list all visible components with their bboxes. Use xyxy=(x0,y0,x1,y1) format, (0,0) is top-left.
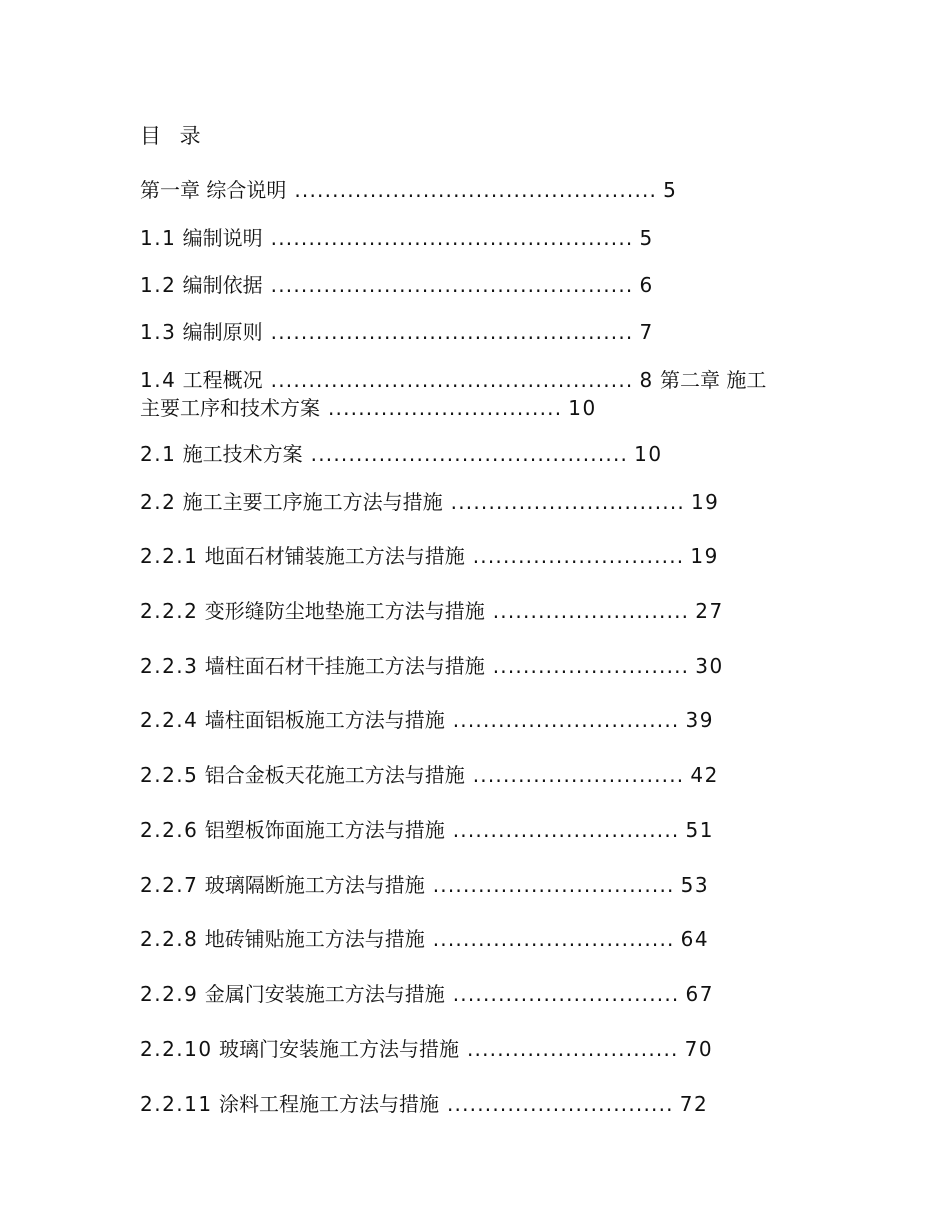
toc-page-number: 7 xyxy=(639,320,654,344)
toc-entry[interactable] xyxy=(140,706,714,734)
toc-chapter-label: 第二章 施工 xyxy=(660,368,767,392)
toc-entry-number: 1.2 xyxy=(140,273,177,297)
toc-leader-dots: .............................. xyxy=(452,818,680,842)
toc-page-number: 10 xyxy=(634,442,663,466)
toc-entry-number: 2.1 xyxy=(140,442,177,466)
toc-entry-number: 2.2.5 xyxy=(140,763,199,787)
toc-entry-label: 编制说明 xyxy=(182,226,263,250)
toc-page-number: 19 xyxy=(690,490,720,514)
toc-entry[interactable] xyxy=(140,652,724,680)
toc-page-number: 6 xyxy=(639,273,654,297)
toc-entry-number: 1.1 xyxy=(140,226,177,250)
toc-entry-number: 2.2.6 xyxy=(140,818,199,842)
toc-wrap-line-2 xyxy=(140,394,766,422)
toc-page-number: 8 xyxy=(639,368,654,392)
toc-leader-dots: ................................ xyxy=(432,873,675,897)
toc-leader-dots: ............................... xyxy=(450,490,685,514)
toc-entry-number: 2.2.11 xyxy=(140,1092,213,1116)
toc-leader-dots: .......................................... xyxy=(310,442,629,466)
toc-chapter-label-cont: 主要工序和技术方案 xyxy=(140,396,320,420)
toc-entry-label: 施工技术方案 xyxy=(182,442,303,466)
toc-page-number: 64 xyxy=(680,927,710,951)
toc-entry[interactable] xyxy=(140,271,654,299)
toc-entry-number: 2.2.3 xyxy=(140,654,199,678)
toc-page-number: 42 xyxy=(690,763,719,787)
toc-page-number: 67 xyxy=(685,982,714,1006)
toc-page-number: 19 xyxy=(690,544,719,568)
toc-entry-number: 2.2.2 xyxy=(140,599,199,623)
toc-entry-number: 1.4 xyxy=(140,368,177,392)
toc-entry-label: 涂料工程施工方法与措施 xyxy=(218,1092,439,1116)
toc-leader-dots: ............................ xyxy=(472,544,685,568)
toc-entry-number: 2.2.8 xyxy=(140,927,199,951)
toc-leader-dots: ................................................ xyxy=(270,320,634,344)
toc-entry-number: 2.2.4 xyxy=(140,708,199,732)
toc-entry-label: 金属门安装施工方法与措施 xyxy=(204,982,445,1006)
toc-entry[interactable] xyxy=(140,925,709,953)
toc-leader-dots: ............................ xyxy=(472,763,685,787)
toc-entry[interactable] xyxy=(140,1035,713,1063)
toc-entry-label: 编制原则 xyxy=(182,320,263,344)
toc-entry[interactable] xyxy=(140,761,719,789)
toc-leader-dots: .......................... xyxy=(492,599,690,623)
toc-entry[interactable] xyxy=(140,176,677,204)
toc-entry-label: 铝合金板天花施工方法与措施 xyxy=(204,763,465,787)
toc-page-number: 53 xyxy=(680,873,710,897)
toc-entry-wrapped[interactable] xyxy=(140,366,766,422)
toc-leader-dots: .............................. xyxy=(446,1092,674,1116)
toc-title: 目 录 xyxy=(140,124,207,148)
toc-leader-dots: .............................. xyxy=(452,708,680,732)
toc-entry-label: 地面石材铺装施工方法与措施 xyxy=(204,544,465,568)
toc-entry-label: 铝塑板饰面施工方法与措施 xyxy=(204,818,445,842)
toc-entry[interactable] xyxy=(140,1090,708,1118)
toc-entry-number: 2.2.1 xyxy=(140,544,199,568)
toc-entry-label: 墙柱面铝板施工方法与措施 xyxy=(204,708,445,732)
toc-entry[interactable] xyxy=(140,318,654,346)
toc-entry-number: 2.2.7 xyxy=(140,873,199,897)
toc-leader-dots: ................................................ xyxy=(294,178,658,202)
toc-entry-label: 第一章 综合说明 xyxy=(140,178,287,202)
toc-entry-label: 地砖铺贴施工方法与措施 xyxy=(204,927,425,951)
toc-entry-label: 施工主要工序施工方法与措施 xyxy=(182,490,443,514)
toc-entry-label: 墙柱面石材干挂施工方法与措施 xyxy=(204,654,485,678)
toc-entry-label: 编制依据 xyxy=(182,273,263,297)
toc-entry-number: 2.2 xyxy=(140,490,177,514)
toc-entry[interactable] xyxy=(140,542,719,570)
toc-entry[interactable] xyxy=(140,871,709,899)
toc-entry[interactable] xyxy=(140,440,663,468)
toc-entry[interactable] xyxy=(140,597,724,625)
toc-entry[interactable] xyxy=(140,224,654,252)
toc-leader-dots: ............................... xyxy=(328,396,563,420)
toc-entry-number: 1.3 xyxy=(140,320,177,344)
toc-page-number: 30 xyxy=(695,654,724,678)
toc-leader-dots: ................................ xyxy=(432,927,675,951)
toc-page-number: 72 xyxy=(679,1092,709,1116)
toc-page-number: 39 xyxy=(685,708,714,732)
toc-entry[interactable] xyxy=(140,980,714,1008)
toc-leader-dots: ................................................ xyxy=(270,368,634,392)
toc-leader-dots: ................................................ xyxy=(270,273,634,297)
toc-wrap-line-1 xyxy=(140,366,766,394)
toc-page-number: 10 xyxy=(568,396,597,420)
toc-leader-dots: .......................... xyxy=(492,654,690,678)
toc-entry[interactable] xyxy=(140,488,719,516)
toc-entry-label: 玻璃门安装施工方法与措施 xyxy=(218,1037,459,1061)
toc-leader-dots: ................................................ xyxy=(270,226,634,250)
toc-entry[interactable] xyxy=(140,816,714,844)
toc-entry-number: 2.2.9 xyxy=(140,982,199,1006)
toc-page-number: 27 xyxy=(695,599,724,623)
toc-page-number: 5 xyxy=(639,226,654,250)
toc-entry-label: 变形缝防尘地垫施工方法与措施 xyxy=(204,599,485,623)
toc-entry-number: 2.2.10 xyxy=(140,1037,213,1061)
toc-page-number: 70 xyxy=(684,1037,714,1061)
toc-leader-dots: .............................. xyxy=(452,982,680,1006)
toc-page-number: 51 xyxy=(685,818,714,842)
toc-entry-label: 玻璃隔断施工方法与措施 xyxy=(204,873,425,897)
toc-leader-dots: ............................ xyxy=(466,1037,679,1061)
toc-page-number: 5 xyxy=(663,178,678,202)
toc-entry-label: 工程概况 xyxy=(182,368,263,392)
